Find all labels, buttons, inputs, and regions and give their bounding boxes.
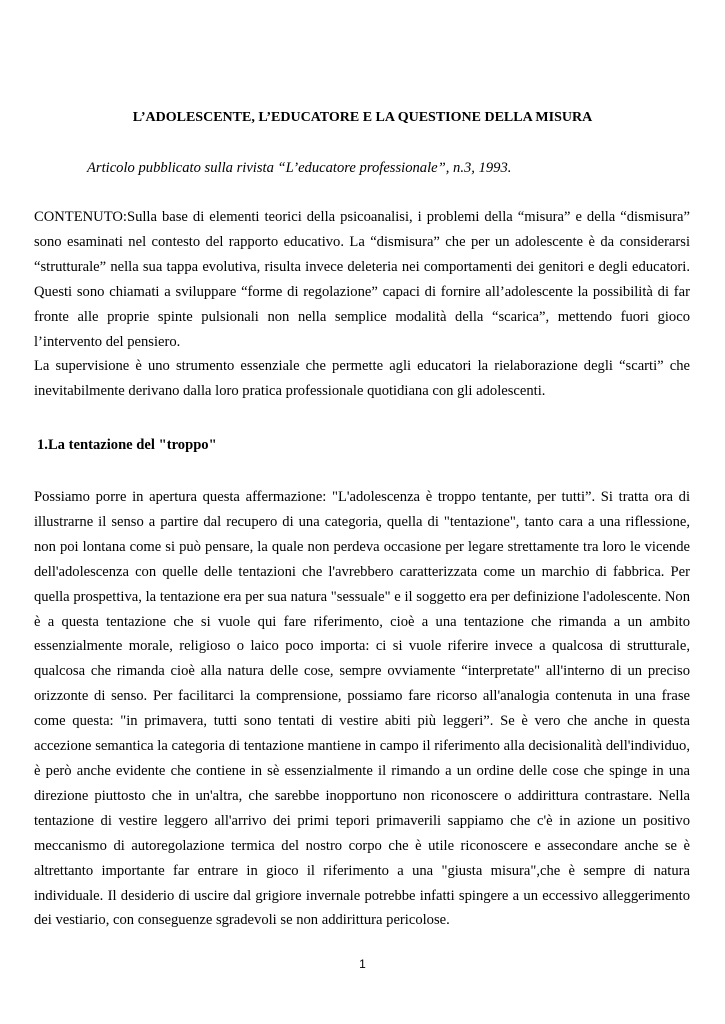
abstract-paragraph: CONTENUTO:Sulla base di elementi teorici della psicoanalisi, i problemi della “misura” e della “dismisura” sono esaminati nel contesto del rapporto educativo. La “dismisura” che per un adolescente è da considerarsi “strutturale” nella sua tappa evolutiva, risulta invece deleteria nei comportamenti dei genitori e degli educatori. Questi sono chiamati a sviluppare “forme di regolazione” capaci di fornire all’adolescente la possibilità di far fronte alle proprie spinte pulsionali non nella semplice modalità della “scarica”, mettendo fuori gioco l’intervento del pensiero. [34,209,690,350]
abstract-block [34,205,690,404]
page-number: 1 [359,957,366,971]
document-subtitle: Articolo pubblicato sulla rivista “L’educatore professionale”, n.3, 1993. [87,160,512,176]
document-title: L’ADOLESCENTE, L’EDUCATORE E LA QUESTIONE DELLA MISURA [132,110,593,125]
body-block [34,485,690,933]
section-heading: 1.La tentazione del "troppo" [37,437,217,453]
body-paragraph: Possiamo porre in apertura questa affermazione: "L'adolescenza è troppo tentante, per tutti”. Si tratta ora di illustrarne il senso a partire dal recupero di una categoria, quella di "tentazione", tanto cara a una riflessione, non poi lontana come si può pensare, la quale non perdeva occasione per legare strettamente tra loro le vicende dell'adolescenza con quelle delle tentazioni che l'avrebbero caratterizzata come un marchio di fabbrica. Per quella prospettiva, la tentazione era per sua natura "sessuale" e il soggetto era per definizione l'adolescente. Non è a questa tentazione che si vuole qui fare riferimento, cioè a una tentazione che rimanda a un ambito essenzialmente morale, religioso o laico poco importa: ci si vuole riferire invece a qualcosa di strutturale, qualcosa che rimanda cioè alla natura delle cose, sempre ovviamente “interpretate" all'interno di un preciso orizzonte di senso. Per facilitarci la comprensione, possiamo fare ricorso all'analogia contenuta in una frase come questa: "in primavera, tutti sono tentati di vestire abiti più leggeri”. Se è vero che anche in questa accezione semantica la categoria di tentazione mantiene in campo il riferimento alla decisionalità dell'individuo, è però anche evidente che contiene in sè essenzialmente il rimando a un ordine delle cose che spinge in una direzione piuttosto che in un'altra, che sarebbe inopportuno non riconoscere o addirittura contrastare. Nella tentazione di vestire leggero all'arrivo dei primi tepori primaverili sappiamo che c'è in azione un positivo meccanismo di autoregolazione termica del nostro corpo che è utile riconoscere e assecondare anche se è altrettanto importante far entrare in gioco il riferimento a una "giusta misura",che è sempre di natura individuale. Il desiderio di uscire dal grigiore invernale potrebbe infatti spingere a un eccessivo alleggerimento dei vestiario, con conseguenze sgradevoli se non addirittura pericolose. [34,489,690,929]
supervision-paragraph: La supervisione è uno strumento essenziale che permette agli educatori la rielaborazione degli “scarti” che inevitabilmente derivano dalla loro pratica professionale quotidiana con gli adolescenti. [34,358,690,400]
